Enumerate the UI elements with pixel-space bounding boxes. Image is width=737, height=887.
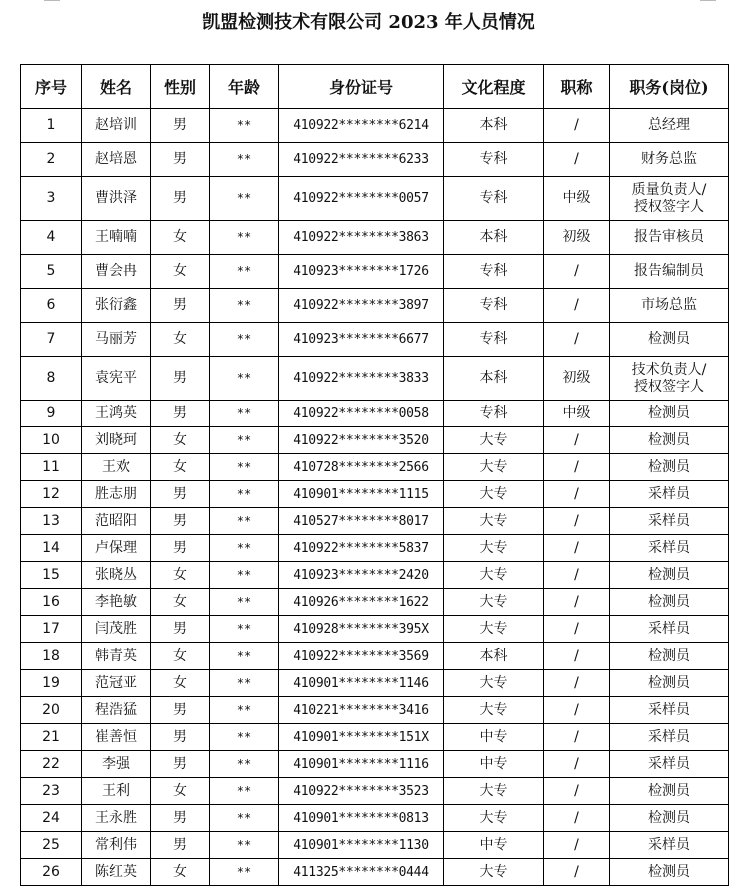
row-number-cell: 20 <box>21 697 82 724</box>
position-cell: 检测员 <box>610 859 729 886</box>
age-cell: ** <box>210 255 279 289</box>
professional-title-cell: / <box>544 832 610 859</box>
id-number-cell: 410922********3520 <box>279 427 444 454</box>
header-id-number: 身份证号 <box>279 65 444 109</box>
name-cell: 闫茂胜 <box>82 616 151 643</box>
position-cell: 采样员 <box>610 535 729 562</box>
header-title: 职称 <box>544 65 610 109</box>
position-cell: 采样员 <box>610 832 729 859</box>
position-cell: 检测员 <box>610 401 729 427</box>
table-body <box>21 109 729 886</box>
id-number-cell: 410923********1726 <box>279 255 444 289</box>
gender-cell: 女 <box>151 323 210 357</box>
table-row <box>21 221 729 255</box>
position-cell: 检测员 <box>610 562 729 589</box>
professional-title-cell: / <box>544 427 610 454</box>
row-number-cell: 18 <box>21 643 82 670</box>
id-number-cell: 410922********3833 <box>279 357 444 401</box>
table-row <box>21 143 729 177</box>
name-cell: 范冠亚 <box>82 670 151 697</box>
gender-cell: 男 <box>151 724 210 751</box>
position-cell: 采样员 <box>610 616 729 643</box>
age-cell: ** <box>210 401 279 427</box>
gender-cell: 女 <box>151 589 210 616</box>
row-number-cell: 4 <box>21 221 82 255</box>
row-number-cell: 25 <box>21 832 82 859</box>
education-cell: 本科 <box>444 221 544 255</box>
education-cell: 大专 <box>444 859 544 886</box>
gender-cell: 男 <box>151 401 210 427</box>
professional-title-cell: / <box>544 616 610 643</box>
name-cell: 马丽芳 <box>82 323 151 357</box>
age-cell: ** <box>210 323 279 357</box>
id-number-cell: 410922********6214 <box>279 109 444 143</box>
row-number-cell: 26 <box>21 859 82 886</box>
age-cell: ** <box>210 109 279 143</box>
table-row <box>21 832 729 859</box>
name-cell: 程浩猛 <box>82 697 151 724</box>
header-gender: 性别 <box>151 65 210 109</box>
document-title: 凯盟检测技术有限公司 2023 年人员情况 <box>202 12 535 33</box>
table-row <box>21 751 729 778</box>
professional-title-cell: / <box>544 289 610 323</box>
header-row <box>21 65 729 109</box>
row-number-cell: 11 <box>21 454 82 481</box>
gender-cell: 女 <box>151 670 210 697</box>
gender-cell: 男 <box>151 535 210 562</box>
professional-title-cell: 中级 <box>544 177 610 221</box>
table-row <box>21 508 729 535</box>
education-cell: 大专 <box>444 670 544 697</box>
row-number-cell: 1 <box>21 109 82 143</box>
name-cell: 常利伟 <box>82 832 151 859</box>
position-cell: 检测员 <box>610 670 729 697</box>
age-cell: ** <box>210 643 279 670</box>
position-text: 质量负责人/ 授权签字人 <box>631 181 707 215</box>
id-number-cell: 410923********2420 <box>279 562 444 589</box>
name-cell: 张衍鑫 <box>82 289 151 323</box>
position-cell: 检测员 <box>610 805 729 832</box>
position-cell <box>610 177 729 221</box>
name-cell: 李强 <box>82 751 151 778</box>
gender-cell: 女 <box>151 427 210 454</box>
position-cell: 检测员 <box>610 778 729 805</box>
education-cell: 大专 <box>444 778 544 805</box>
age-cell: ** <box>210 481 279 508</box>
education-cell: 专科 <box>444 401 544 427</box>
gender-cell: 男 <box>151 751 210 778</box>
education-cell: 专科 <box>444 323 544 357</box>
table-row <box>21 357 729 401</box>
name-cell: 赵培恩 <box>82 143 151 177</box>
id-number-cell: 410901********1146 <box>279 670 444 697</box>
age-cell: ** <box>210 427 279 454</box>
table-row <box>21 724 729 751</box>
id-number-cell: 410221********3416 <box>279 697 444 724</box>
gender-cell: 男 <box>151 177 210 221</box>
age-cell: ** <box>210 832 279 859</box>
position-cell: 采样员 <box>610 751 729 778</box>
name-cell: 崔善恒 <box>82 724 151 751</box>
age-cell: ** <box>210 357 279 401</box>
professional-title-cell: / <box>544 724 610 751</box>
id-number-cell: 410527********8017 <box>279 508 444 535</box>
name-cell: 张晓丛 <box>82 562 151 589</box>
education-cell: 专科 <box>444 143 544 177</box>
name-cell: 陈红英 <box>82 859 151 886</box>
professional-title-cell: / <box>544 109 610 143</box>
name-cell: 李艳敏 <box>82 589 151 616</box>
table-row <box>21 323 729 357</box>
table-row <box>21 589 729 616</box>
table-row <box>21 616 729 643</box>
professional-title-cell: / <box>544 778 610 805</box>
position-cell: 检测员 <box>610 643 729 670</box>
row-number-cell: 21 <box>21 724 82 751</box>
table-row <box>21 562 729 589</box>
gender-cell: 男 <box>151 832 210 859</box>
professional-title-cell: / <box>544 859 610 886</box>
page-corner-mark-right <box>700 0 716 3</box>
row-number-cell: 6 <box>21 289 82 323</box>
gender-cell: 女 <box>151 454 210 481</box>
personnel-table <box>20 64 729 886</box>
gender-cell: 男 <box>151 616 210 643</box>
professional-title-cell: / <box>544 697 610 724</box>
header-age: 年龄 <box>210 65 279 109</box>
education-cell: 大专 <box>444 562 544 589</box>
name-cell: 袁宪平 <box>82 357 151 401</box>
name-cell: 王喃喃 <box>82 221 151 255</box>
table-row <box>21 535 729 562</box>
education-cell: 大专 <box>444 589 544 616</box>
education-cell: 中专 <box>444 724 544 751</box>
professional-title-cell: / <box>544 535 610 562</box>
id-number-cell: 410928********395X <box>279 616 444 643</box>
education-cell: 本科 <box>444 357 544 401</box>
name-cell: 韩青英 <box>82 643 151 670</box>
professional-title-cell: 初级 <box>544 357 610 401</box>
position-cell: 检测员 <box>610 323 729 357</box>
id-number-cell: 410922********3897 <box>279 289 444 323</box>
education-cell: 大专 <box>444 697 544 724</box>
education-cell: 大专 <box>444 616 544 643</box>
row-number-cell: 8 <box>21 357 82 401</box>
name-cell: 胜志朋 <box>82 481 151 508</box>
name-cell: 范昭阳 <box>82 508 151 535</box>
education-cell: 专科 <box>444 289 544 323</box>
id-number-cell: 410901********1115 <box>279 481 444 508</box>
row-number-cell: 17 <box>21 616 82 643</box>
table-row <box>21 778 729 805</box>
row-number-cell: 19 <box>21 670 82 697</box>
header-no: 序号 <box>21 65 82 109</box>
gender-cell: 女 <box>151 643 210 670</box>
id-number-cell: 410922********3863 <box>279 221 444 255</box>
table-row <box>21 859 729 886</box>
professional-title-cell: / <box>544 562 610 589</box>
id-number-cell: 410922********3523 <box>279 778 444 805</box>
table-row <box>21 427 729 454</box>
education-cell: 本科 <box>444 643 544 670</box>
age-cell: ** <box>210 177 279 221</box>
gender-cell: 女 <box>151 562 210 589</box>
table-row <box>21 401 729 427</box>
education-cell: 大专 <box>444 508 544 535</box>
position-cell: 财务总监 <box>610 143 729 177</box>
professional-title-cell: / <box>544 454 610 481</box>
professional-title-cell: / <box>544 143 610 177</box>
table-row <box>21 289 729 323</box>
table-row <box>21 454 729 481</box>
education-cell: 中专 <box>444 751 544 778</box>
education-cell: 大专 <box>444 535 544 562</box>
position-text: 技术负责人/ 授权签字人 <box>631 361 707 395</box>
position-cell: 采样员 <box>610 724 729 751</box>
id-number-cell: 410922********0057 <box>279 177 444 221</box>
position-cell: 采样员 <box>610 508 729 535</box>
name-cell: 王鸿英 <box>82 401 151 427</box>
id-number-cell: 411325********0444 <box>279 859 444 886</box>
row-number-cell: 13 <box>21 508 82 535</box>
gender-cell: 男 <box>151 697 210 724</box>
professional-title-cell: / <box>544 643 610 670</box>
professional-title-cell: / <box>544 323 610 357</box>
row-number-cell: 5 <box>21 255 82 289</box>
row-number-cell: 10 <box>21 427 82 454</box>
row-number-cell: 2 <box>21 143 82 177</box>
row-number-cell: 16 <box>21 589 82 616</box>
id-number-cell: 410901********0813 <box>279 805 444 832</box>
gender-cell: 女 <box>151 859 210 886</box>
name-cell: 刘晓珂 <box>82 427 151 454</box>
age-cell: ** <box>210 221 279 255</box>
position-cell: 检测员 <box>610 427 729 454</box>
age-cell: ** <box>210 805 279 832</box>
position-cell: 总经理 <box>610 109 729 143</box>
age-cell: ** <box>210 143 279 177</box>
row-number-cell: 9 <box>21 401 82 427</box>
name-cell: 曹会冉 <box>82 255 151 289</box>
table-row <box>21 805 729 832</box>
id-number-cell: 410922********6233 <box>279 143 444 177</box>
position-cell: 市场总监 <box>610 289 729 323</box>
professional-title-cell: 中级 <box>544 401 610 427</box>
professional-title-cell: / <box>544 751 610 778</box>
position-cell <box>610 357 729 401</box>
age-cell: ** <box>210 454 279 481</box>
page-corner-mark-left <box>44 0 60 3</box>
row-number-cell: 24 <box>21 805 82 832</box>
position-cell: 报告编制员 <box>610 255 729 289</box>
position-cell: 检测员 <box>610 589 729 616</box>
education-cell: 专科 <box>444 177 544 221</box>
age-cell: ** <box>210 778 279 805</box>
age-cell: ** <box>210 724 279 751</box>
education-cell: 专科 <box>444 255 544 289</box>
gender-cell: 男 <box>151 508 210 535</box>
id-number-cell: 410922********0058 <box>279 401 444 427</box>
age-cell: ** <box>210 535 279 562</box>
row-number-cell: 23 <box>21 778 82 805</box>
id-number-cell: 410922********5837 <box>279 535 444 562</box>
name-cell: 赵培训 <box>82 109 151 143</box>
age-cell: ** <box>210 508 279 535</box>
id-number-cell: 410926********1622 <box>279 589 444 616</box>
row-number-cell: 22 <box>21 751 82 778</box>
row-number-cell: 15 <box>21 562 82 589</box>
id-number-cell: 410901********151X <box>279 724 444 751</box>
age-cell: ** <box>210 751 279 778</box>
id-number-cell: 410728********2566 <box>279 454 444 481</box>
table-row <box>21 255 729 289</box>
education-cell: 中专 <box>444 832 544 859</box>
age-cell: ** <box>210 670 279 697</box>
gender-cell: 男 <box>151 289 210 323</box>
age-cell: ** <box>210 616 279 643</box>
education-cell: 本科 <box>444 109 544 143</box>
age-cell: ** <box>210 589 279 616</box>
position-cell: 采样员 <box>610 697 729 724</box>
name-cell: 王利 <box>82 778 151 805</box>
row-number-cell: 12 <box>21 481 82 508</box>
gender-cell: 女 <box>151 221 210 255</box>
name-cell: 卢保理 <box>82 535 151 562</box>
header-name: 姓名 <box>82 65 151 109</box>
professional-title-cell: / <box>544 481 610 508</box>
table-row <box>21 481 729 508</box>
education-cell: 大专 <box>444 454 544 481</box>
gender-cell: 女 <box>151 778 210 805</box>
professional-title-cell: 初级 <box>544 221 610 255</box>
name-cell: 王永胜 <box>82 805 151 832</box>
age-cell: ** <box>210 859 279 886</box>
name-cell: 王欢 <box>82 454 151 481</box>
professional-title-cell: / <box>544 670 610 697</box>
table-row <box>21 109 729 143</box>
gender-cell: 男 <box>151 109 210 143</box>
gender-cell: 男 <box>151 805 210 832</box>
education-cell: 大专 <box>444 427 544 454</box>
id-number-cell: 410922********3569 <box>279 643 444 670</box>
row-number-cell: 3 <box>21 177 82 221</box>
table-row <box>21 697 729 724</box>
professional-title-cell: / <box>544 508 610 535</box>
position-cell: 报告审核员 <box>610 221 729 255</box>
gender-cell: 男 <box>151 143 210 177</box>
position-cell: 检测员 <box>610 454 729 481</box>
row-number-cell: 14 <box>21 535 82 562</box>
age-cell: ** <box>210 697 279 724</box>
table-row <box>21 177 729 221</box>
education-cell: 大专 <box>444 481 544 508</box>
id-number-cell: 410901********1130 <box>279 832 444 859</box>
age-cell: ** <box>210 289 279 323</box>
name-cell: 曹洪泽 <box>82 177 151 221</box>
gender-cell: 女 <box>151 255 210 289</box>
header-education: 文化程度 <box>444 65 544 109</box>
id-number-cell: 410901********1116 <box>279 751 444 778</box>
id-number-cell: 410923********6677 <box>279 323 444 357</box>
age-cell: ** <box>210 562 279 589</box>
table-row <box>21 670 729 697</box>
professional-title-cell: / <box>544 805 610 832</box>
professional-title-cell: / <box>544 255 610 289</box>
row-number-cell: 7 <box>21 323 82 357</box>
education-cell: 大专 <box>444 805 544 832</box>
position-cell: 采样员 <box>610 481 729 508</box>
gender-cell: 男 <box>151 481 210 508</box>
gender-cell: 男 <box>151 357 210 401</box>
professional-title-cell: / <box>544 589 610 616</box>
table-row <box>21 643 729 670</box>
header-position: 职务(岗位) <box>610 65 729 109</box>
